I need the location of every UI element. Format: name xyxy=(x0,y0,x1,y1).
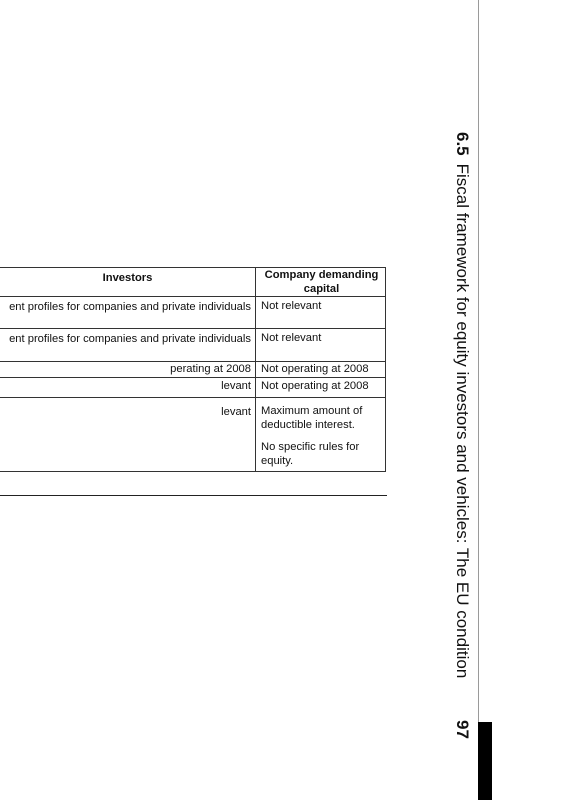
table-row xyxy=(0,297,386,329)
investors-cell: ent profiles for companies and private individuals xyxy=(9,333,251,345)
table-header-row xyxy=(0,267,386,297)
table-row xyxy=(0,378,386,398)
investor-table xyxy=(0,267,386,472)
page-thumb-tab xyxy=(478,722,492,800)
table-row xyxy=(0,329,386,362)
page-margin-line xyxy=(478,0,479,800)
company-cell-para: No specific rules for equity. xyxy=(261,441,360,467)
page-number: 97 xyxy=(453,720,472,739)
company-cell: Not relevant xyxy=(261,300,322,312)
company-cell: Not operating at 2008 xyxy=(261,363,369,375)
header-investors: Investors xyxy=(102,272,153,284)
table-end-rule xyxy=(0,495,387,496)
company-cell-para: Maximum amount of deductible interest. xyxy=(261,405,363,431)
investors-cell: levant xyxy=(221,380,251,392)
table-row xyxy=(0,398,386,472)
section-title: Fiscal framework for equity investors and vehicles: The EU condition xyxy=(453,163,472,679)
investors-cell: perating at 2008 xyxy=(170,363,251,375)
running-head xyxy=(449,132,475,739)
investors-cell: ent profiles for companies and private individuals xyxy=(9,301,251,313)
investors-cell: levant xyxy=(221,406,251,418)
company-cell: Not operating at 2008 xyxy=(261,380,369,392)
company-cell: Not relevant xyxy=(261,332,322,344)
header-company-demanding-capital: Company demanding capital xyxy=(264,269,379,295)
table-row xyxy=(0,362,386,378)
section-number: 6.5 xyxy=(453,132,472,156)
